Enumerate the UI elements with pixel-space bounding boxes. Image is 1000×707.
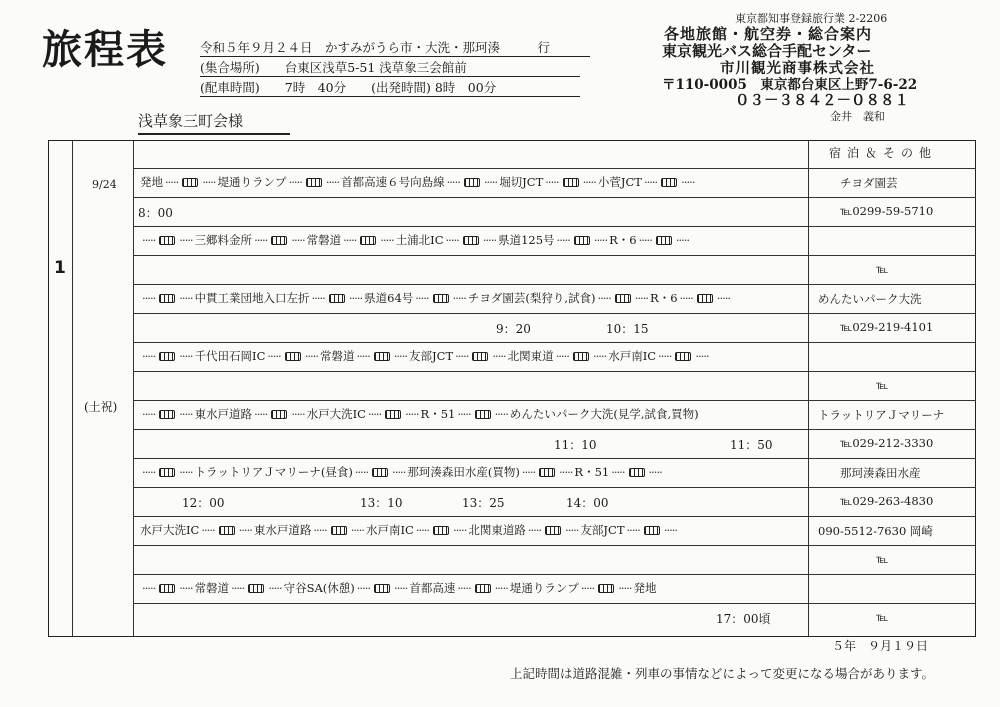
time-label: 13：10 — [360, 496, 403, 510]
route-dots: ····· — [580, 581, 595, 595]
bus-icon — [463, 236, 479, 245]
bus-icon — [472, 352, 488, 361]
agency-center: 東京観光バス総合手配センター — [662, 42, 872, 60]
col-divider — [72, 140, 73, 637]
route-dots: ····· — [492, 349, 506, 363]
route-stop: 北関東道路 — [468, 523, 526, 537]
route-stop: 東水戸道路 — [194, 407, 253, 421]
route-dots: ····· — [254, 407, 268, 421]
route-dots: ····· — [482, 233, 497, 247]
route-line — [140, 232, 691, 248]
route-dots: ····· — [658, 349, 672, 363]
route-dots: ····· — [556, 233, 570, 247]
bus-icon — [475, 584, 491, 593]
route-dots: ····· — [202, 175, 216, 189]
route-stop: 小菅JCT — [597, 175, 642, 189]
lodging-phone: ℡029-219-4101 — [840, 320, 934, 334]
bus-icon — [329, 294, 345, 303]
row-half-divider — [133, 429, 976, 430]
meeting-place: (集合場所) 台東区浅草5-51 浅草象三会館前 — [200, 58, 580, 77]
route-stop: 東水戸道路 — [253, 523, 312, 537]
route-dots: ····· — [675, 233, 690, 247]
bus-icon — [182, 178, 198, 187]
time-label: 9：20 — [496, 322, 531, 336]
route-dots: ····· — [582, 175, 596, 189]
lodging-name: 那珂湊森田水産 — [840, 466, 921, 480]
bus-icon — [159, 294, 175, 303]
route-dots: ····· — [527, 523, 542, 537]
bus-icon — [385, 410, 401, 419]
route-dots: ····· — [716, 291, 731, 305]
route-dots: ····· — [179, 465, 193, 479]
row-divider — [133, 574, 976, 575]
row-divider — [133, 400, 976, 401]
lodging-phone: ℡029-212-3330 — [840, 436, 934, 450]
row-divider — [133, 458, 976, 459]
route-stop: 首都高速６号向島線 — [341, 175, 445, 189]
route-dots: ····· — [679, 291, 693, 305]
lodging-phone: ℡ — [876, 610, 889, 624]
route-dots: ····· — [618, 581, 632, 595]
lodging-phone: ℡0299-59-5710 — [840, 204, 934, 218]
route-dots: ····· — [201, 523, 215, 537]
itinerary-table — [48, 140, 976, 637]
route-dots: ····· — [142, 349, 156, 363]
route-dots: ····· — [494, 407, 508, 421]
route-dots: ····· — [325, 175, 340, 189]
route-dots: ····· — [343, 233, 357, 247]
route-stop: 県道64号 — [364, 291, 414, 305]
route-dots: ····· — [350, 523, 364, 537]
route-dots: ····· — [304, 349, 318, 363]
route-dots: ····· — [626, 523, 640, 537]
route-dots: ····· — [695, 349, 709, 363]
route-dots: ····· — [394, 581, 408, 595]
bus-icon — [675, 352, 691, 361]
dispatch-departure-times: (配車時間) 7時 40分 (出発時間) 8時 00分 — [200, 78, 580, 97]
route-dots: ····· — [179, 407, 193, 421]
route-dots: ····· — [313, 523, 327, 537]
bus-icon — [598, 584, 614, 593]
route-dots: ····· — [592, 349, 607, 363]
bus-icon — [285, 352, 301, 361]
agency-address: 〒110-0005 東京都台東区上野7-6-22 — [662, 77, 918, 93]
route-dots: ····· — [179, 581, 193, 595]
route-stop: 水戸大洗IC — [140, 523, 200, 537]
route-dots: ····· — [179, 233, 193, 247]
route-dots: ····· — [634, 291, 649, 305]
bus-icon — [433, 294, 449, 303]
row-divider — [133, 516, 976, 517]
col-divider — [808, 140, 809, 637]
bus-icon — [374, 352, 390, 361]
time-label: 11：50 — [730, 438, 773, 452]
route-dots: ····· — [179, 291, 193, 305]
route-dots: ····· — [593, 233, 608, 247]
bus-icon — [644, 526, 660, 535]
document-title: 旅程表 — [42, 26, 168, 73]
row-half-divider — [133, 255, 976, 256]
row-divider — [133, 168, 976, 169]
route-dots: ····· — [681, 175, 695, 189]
route-dots: ····· — [367, 407, 382, 421]
route-dots: ····· — [663, 523, 678, 537]
route-dots: ····· — [179, 349, 193, 363]
route-stop: 常磐道 — [319, 349, 355, 363]
bus-icon — [615, 294, 631, 303]
bus-icon — [372, 468, 388, 477]
time-label: 8：00 — [138, 206, 173, 220]
route-stop: 首都高速 — [409, 581, 456, 595]
route-stop: R・51 — [574, 465, 610, 479]
agency-person: 金井 義和 — [830, 110, 885, 123]
route-stop: トラットリアＪマリーナ(昼食) — [194, 465, 353, 479]
route-dots: ····· — [165, 175, 179, 189]
lodging-phone: ℡ — [876, 552, 889, 566]
route-dots: ····· — [392, 465, 406, 479]
bus-icon — [159, 584, 175, 593]
bus-icon — [219, 526, 235, 535]
time-label: 10：15 — [606, 322, 649, 336]
disclaimer-note: 上記時間は道路混雑・列車の事情などによって変更になる場合があります。 — [510, 666, 935, 681]
route-dots: ····· — [288, 175, 302, 189]
bus-icon — [433, 526, 449, 535]
lodging-name: 090-5512-7630 岡崎 — [818, 524, 933, 538]
bus-icon — [331, 526, 347, 535]
bus-icon — [159, 468, 175, 477]
lodging-phone: ℡ — [876, 378, 889, 392]
route-dots: ····· — [565, 523, 579, 537]
route-dots: ····· — [453, 523, 467, 537]
route-stop: 友部JCT — [409, 349, 454, 363]
row-half-divider — [133, 371, 976, 372]
route-dots: ····· — [415, 291, 429, 305]
agency-phone: ０３－３８４２－０８８１ — [735, 92, 909, 109]
route-stop: 堤通りランプ — [217, 175, 287, 189]
col-divider — [133, 140, 134, 637]
route-dots: ····· — [231, 581, 245, 595]
route-dots: ····· — [545, 175, 559, 189]
customer-name: 浅草象三町会様 — [138, 110, 290, 135]
route-dots: ····· — [457, 581, 471, 595]
lodging-name: めんたいパーク大洗 — [818, 292, 922, 306]
bus-icon — [475, 410, 491, 419]
route-dots: ····· — [348, 291, 363, 305]
route-dots: ····· — [483, 175, 498, 189]
bus-icon — [159, 352, 175, 361]
route-dots: ····· — [311, 291, 325, 305]
row-divider — [133, 342, 976, 343]
route-dots: ····· — [597, 291, 611, 305]
row-half-divider — [133, 487, 976, 488]
route-line — [140, 406, 699, 422]
row-divider — [133, 284, 976, 285]
row-half-divider — [133, 313, 976, 314]
route-dots: ····· — [238, 523, 252, 537]
route-dots: ····· — [380, 233, 394, 247]
route-stop: 発地 — [140, 175, 163, 189]
row-half-divider — [133, 603, 976, 604]
route-dots: ····· — [494, 581, 508, 595]
route-dots: ····· — [638, 233, 652, 247]
route-dots: ····· — [142, 233, 156, 247]
trip-date: 9/24 — [92, 178, 117, 191]
bus-icon — [661, 178, 677, 187]
bus-icon — [697, 294, 713, 303]
route-stop: めんたいパーク大洗(見学,試食,買物) — [509, 407, 699, 421]
bus-icon — [306, 178, 322, 187]
route-line — [140, 290, 732, 306]
route-stop: 発地 — [633, 581, 657, 595]
day-number: 1 — [54, 258, 66, 278]
route-dots: ····· — [142, 581, 156, 595]
bus-icon — [271, 410, 287, 419]
route-dots: ····· — [393, 349, 408, 363]
bus-icon — [574, 236, 590, 245]
route-stop: 北関東道 — [507, 349, 554, 363]
bus-icon — [539, 468, 555, 477]
date-destination: 令和５年９月２４日 かすみがうら市・大洗・那珂湊 行 — [200, 38, 590, 57]
route-dots: ····· — [268, 581, 282, 595]
route-dots: ····· — [142, 407, 156, 421]
agency-license: 東京都知事登録旅行業 2-2206 — [735, 12, 888, 25]
lodging-name: トラットリアＪマリーナ — [818, 408, 945, 422]
route-line — [140, 348, 711, 364]
lodging-phone: ℡ — [876, 262, 889, 276]
route-stop: 友部JCT — [580, 523, 625, 537]
route-stop: R・51 — [420, 407, 456, 421]
bus-icon — [360, 236, 376, 245]
route-stop: 那珂湊森田水産(買物) — [407, 465, 520, 479]
route-stop: 三郷料金所 — [194, 233, 253, 247]
bus-icon — [656, 236, 672, 245]
route-dots: ····· — [291, 407, 305, 421]
route-dots: ····· — [521, 465, 536, 479]
row-half-divider — [133, 545, 976, 546]
bus-icon — [248, 584, 264, 593]
route-stop: 県道125号 — [498, 233, 555, 247]
bus-icon — [464, 178, 480, 187]
time-label: 14：00 — [566, 496, 609, 510]
route-stop: 水戸大洗IC — [306, 407, 366, 421]
bus-icon — [374, 584, 390, 593]
route-dots: ····· — [267, 349, 281, 363]
bus-icon — [271, 236, 287, 245]
route-dots: ····· — [405, 407, 419, 421]
route-stop: 守谷SA(休憩) — [283, 581, 355, 595]
bus-icon — [573, 352, 589, 361]
route-dots: ····· — [445, 233, 459, 247]
route-dots: ····· — [254, 233, 268, 247]
agency-tagline: 各地旅館・航空券・総合案内 — [664, 25, 873, 43]
route-stop: R・6 — [609, 233, 637, 247]
route-dots: ····· — [291, 233, 305, 247]
route-line — [140, 580, 656, 596]
time-label: 13：25 — [462, 496, 505, 510]
time-label: 12：00 — [182, 496, 225, 510]
time-label: 17：00頃 — [716, 612, 771, 626]
route-dots: ····· — [555, 349, 569, 363]
route-stop: 常磐道 — [306, 233, 342, 247]
route-stop: 水戸南IC — [608, 349, 657, 363]
route-dots: ····· — [142, 465, 156, 479]
issue-date: ５年 ９月１９日 — [832, 639, 929, 653]
trip-weekday: (土祝) — [84, 400, 118, 414]
bus-icon — [159, 410, 175, 419]
route-dots: ····· — [452, 291, 466, 305]
agency-company: 市川観光商事株式会社 — [720, 60, 875, 77]
route-line — [140, 522, 679, 538]
row-divider — [133, 226, 976, 227]
lodging-name: チヨダ園芸 — [840, 176, 898, 190]
bus-icon — [545, 526, 561, 535]
route-dots: ····· — [648, 465, 662, 479]
route-stop: R・6 — [650, 291, 678, 305]
row-half-divider — [133, 197, 976, 198]
route-dots: ····· — [354, 465, 369, 479]
bus-icon — [629, 468, 645, 477]
route-stop: 水戸南IC — [365, 523, 414, 537]
route-dots: ····· — [559, 465, 573, 479]
route-stop: 土浦北IC — [395, 233, 444, 247]
lodging-phone: ℡029-263-4830 — [840, 494, 934, 508]
route-dots: ····· — [611, 465, 625, 479]
route-stop: 千代田石岡IC — [194, 349, 266, 363]
time-label: 11：10 — [554, 438, 597, 452]
route-dots: ····· — [446, 175, 460, 189]
route-stop: チヨダ園芸(梨狩り,試食) — [467, 291, 596, 305]
route-dots: ····· — [455, 349, 469, 363]
lodging-other-header: 宿泊＆その他 — [829, 146, 938, 160]
route-dots: ····· — [356, 581, 371, 595]
bus-icon — [159, 236, 175, 245]
route-stop: 常磐道 — [194, 581, 230, 595]
route-stop: 中貫工業団地入口左折 — [194, 291, 310, 305]
route-stop: 堤通りランプ — [509, 581, 579, 595]
route-stop: 堀切JCT — [499, 175, 544, 189]
route-line — [140, 464, 664, 480]
route-dots: ····· — [356, 349, 370, 363]
route-line — [140, 174, 697, 190]
route-dots: ····· — [142, 291, 156, 305]
route-dots: ····· — [415, 523, 430, 537]
route-dots: ····· — [457, 407, 471, 421]
bus-icon — [563, 178, 579, 187]
route-dots: ····· — [643, 175, 658, 189]
